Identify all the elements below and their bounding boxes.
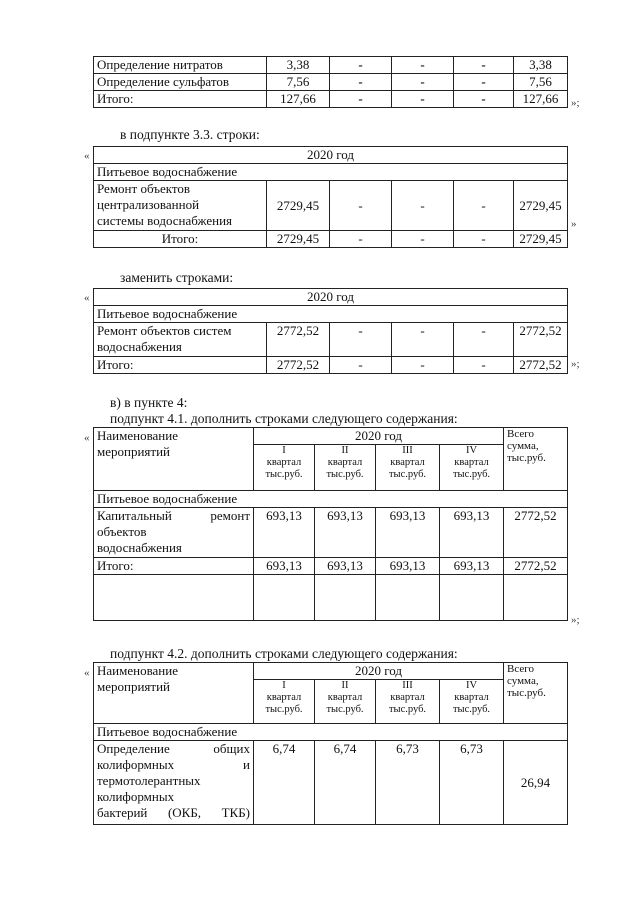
cell-total: 127,66: [514, 91, 568, 108]
empty-cell: [94, 575, 254, 621]
paragraph: подпункт 4.1. дополнить строками следующего содержания:: [110, 411, 458, 426]
table-row-empty: [94, 575, 568, 621]
empty-cell: [504, 575, 568, 621]
paragraph: заменить строками:: [120, 270, 234, 285]
table-row-year: [94, 147, 568, 164]
table-row: [94, 741, 568, 825]
cell-value: 2772,52: [267, 323, 330, 357]
name-line: колиформных и: [97, 757, 250, 772]
cell-value: 6,73: [376, 741, 440, 825]
head-line: Наименование: [97, 428, 178, 443]
cell-dash: -: [330, 74, 392, 91]
cell-total: 2772,52: [514, 323, 568, 357]
cell-value: 3,38: [267, 57, 330, 74]
cell-value: 127,66: [267, 91, 330, 108]
open-quote-mark: «: [84, 432, 90, 444]
cell-total: 7,56: [514, 74, 568, 91]
table-row-total: [94, 91, 568, 108]
table-row: [94, 323, 568, 357]
head-line: тыс.руб.: [507, 687, 546, 699]
table-row: [94, 508, 568, 558]
table-section-4-2: [93, 662, 568, 825]
open-quote-mark: «: [84, 667, 90, 679]
paragraph: подпункт 4.2. дополнить строками следующего содержания:: [110, 646, 458, 661]
table-row-section: [94, 164, 568, 181]
cell-total: 2729,45: [514, 231, 568, 248]
table-row: [94, 57, 568, 74]
cell-value: 693,13: [440, 508, 504, 558]
head-line: сумма,: [507, 440, 539, 452]
cell-dash: -: [454, 74, 514, 91]
name-line: Определение общих: [97, 741, 250, 756]
quarter-header: II квартал тыс.руб.: [315, 680, 376, 724]
name-line: Ремонт объектов: [97, 181, 191, 196]
end-quote-mark: »: [571, 218, 577, 230]
table-row-section: [94, 306, 568, 323]
head-line: мероприятий: [97, 444, 170, 459]
name-line: Ремонт объектов систем: [97, 323, 232, 338]
cell-value: 693,13: [376, 558, 440, 575]
table-row-section: [94, 491, 568, 508]
quarter-header: III квартал тыс.руб.: [376, 445, 440, 491]
cell-dash: -: [454, 357, 514, 374]
cell-total: 2772,52: [514, 357, 568, 374]
row-name: Итого:: [94, 357, 267, 374]
empty-cell: [315, 575, 376, 621]
cell-dash: -: [330, 57, 392, 74]
name-line: водоснабжения: [97, 339, 182, 354]
head-name: [94, 663, 254, 724]
empty-cell: [440, 575, 504, 621]
cell-dash: -: [330, 323, 392, 357]
empty-cell: [254, 575, 315, 621]
row-name: [94, 741, 254, 825]
year-header: 2020 год: [94, 147, 568, 164]
cell-total: 2772,52: [504, 508, 568, 558]
table-section-3-3: [93, 146, 568, 248]
table-row-total: [94, 558, 568, 575]
table-header-row: [94, 428, 568, 445]
head-line: Наименование: [97, 663, 178, 678]
cell-value: 6,74: [315, 741, 376, 825]
row-name: Итого:: [94, 558, 254, 575]
quarter-header: III квартал тыс.руб.: [376, 680, 440, 724]
open-quote-mark: «: [84, 150, 90, 162]
end-quote-mark: »;: [571, 614, 580, 626]
empty-cell: [376, 575, 440, 621]
cell-dash: -: [454, 181, 514, 231]
cell-dash: -: [392, 357, 454, 374]
cell-total: 2772,52: [504, 558, 568, 575]
paragraph: в подпункте 3.3. строки:: [120, 127, 260, 142]
table-nitrates-sulfates: [93, 56, 568, 108]
cell-dash: -: [392, 91, 454, 108]
name-line: централизованной: [97, 197, 200, 212]
head-line: тыс.руб.: [507, 452, 546, 464]
name-line: водоснабжения: [97, 540, 182, 555]
table-header-row: [94, 663, 568, 680]
cell-value: 693,13: [376, 508, 440, 558]
cell-dash: -: [330, 181, 392, 231]
head-line: сумма,: [507, 675, 539, 687]
row-name: [94, 181, 267, 231]
end-quote-mark: »;: [571, 97, 580, 109]
cell-dash: -: [392, 57, 454, 74]
section-title: Питьевое водоснабжение: [94, 724, 568, 741]
section-title: Питьевое водоснабжение: [94, 164, 568, 181]
open-quote-mark: «: [84, 292, 90, 304]
cell-value: 693,13: [254, 508, 315, 558]
table-replacement: [93, 288, 568, 374]
table-row-section: [94, 724, 568, 741]
table-row: [94, 74, 568, 91]
table-row: [94, 181, 568, 231]
name-line: колиформных: [97, 789, 175, 804]
cell-value: 693,13: [254, 558, 315, 575]
end-quote-mark: »;: [571, 358, 580, 370]
quarter-header: I квартал тыс.руб.: [254, 680, 315, 724]
cell-value: 6,74: [254, 741, 315, 825]
quarter-header: IV квартал тыс.руб.: [440, 680, 504, 724]
cell-total: 3,38: [514, 57, 568, 74]
cell-value: 6,73: [440, 741, 504, 825]
cell-dash: -: [392, 181, 454, 231]
name-line: термотолерантных: [97, 773, 201, 788]
cell-value: 693,13: [440, 558, 504, 575]
cell-dash: -: [392, 231, 454, 248]
head-line: Всего: [507, 663, 534, 675]
cell-dash: -: [392, 74, 454, 91]
name-line: системы водоснабжения: [97, 213, 233, 228]
cell-value: 2729,45: [267, 231, 330, 248]
section-title: Питьевое водоснабжение: [94, 491, 568, 508]
cell-total: 2729,45: [514, 181, 568, 231]
cell-value: 2772,52: [267, 357, 330, 374]
cell-value: 2729,45: [267, 181, 330, 231]
year-header: 2020 год: [254, 663, 504, 680]
cell-value: 7,56: [267, 74, 330, 91]
head-name: [94, 428, 254, 491]
name-line: объектов: [97, 524, 147, 539]
cell-value: 693,13: [315, 508, 376, 558]
section-title: Питьевое водоснабжение: [94, 306, 568, 323]
row-name: Определение сульфатов: [94, 74, 267, 91]
quarter-header: II квартал тыс.руб.: [315, 445, 376, 491]
quarter-header: IV квартал тыс.руб.: [440, 445, 504, 491]
head-line: мероприятий: [97, 679, 170, 694]
row-name: Итого:: [94, 91, 267, 108]
row-name: [94, 323, 267, 357]
cell-dash: -: [330, 231, 392, 248]
quarter-header: I квартал тыс.руб.: [254, 445, 315, 491]
cell-dash: -: [392, 323, 454, 357]
table-row-total: [94, 357, 568, 374]
name-line: бактерий (ОКБ, ТКБ): [97, 805, 250, 820]
cell-dash: -: [454, 91, 514, 108]
head-total: [504, 428, 568, 491]
cell-dash: -: [454, 57, 514, 74]
head-total: [504, 663, 568, 724]
head-line: Всего: [507, 428, 534, 440]
row-name: Итого:: [94, 231, 267, 248]
year-header: 2020 год: [94, 289, 568, 306]
row-name: [94, 508, 254, 558]
cell-dash: -: [454, 231, 514, 248]
table-row-year: [94, 289, 568, 306]
paragraph: в) в пункте 4:: [110, 395, 188, 410]
table-section-4-1: [93, 427, 568, 621]
cell-dash: -: [330, 357, 392, 374]
cell-total: 26,94: [504, 741, 568, 825]
name-line: Капитальный ремонт: [97, 508, 250, 523]
year-header: 2020 год: [254, 428, 504, 445]
cell-dash: -: [454, 323, 514, 357]
row-name: Определение нитратов: [94, 57, 267, 74]
table-row-total: [94, 231, 568, 248]
cell-value: 693,13: [315, 558, 376, 575]
cell-dash: -: [330, 91, 392, 108]
